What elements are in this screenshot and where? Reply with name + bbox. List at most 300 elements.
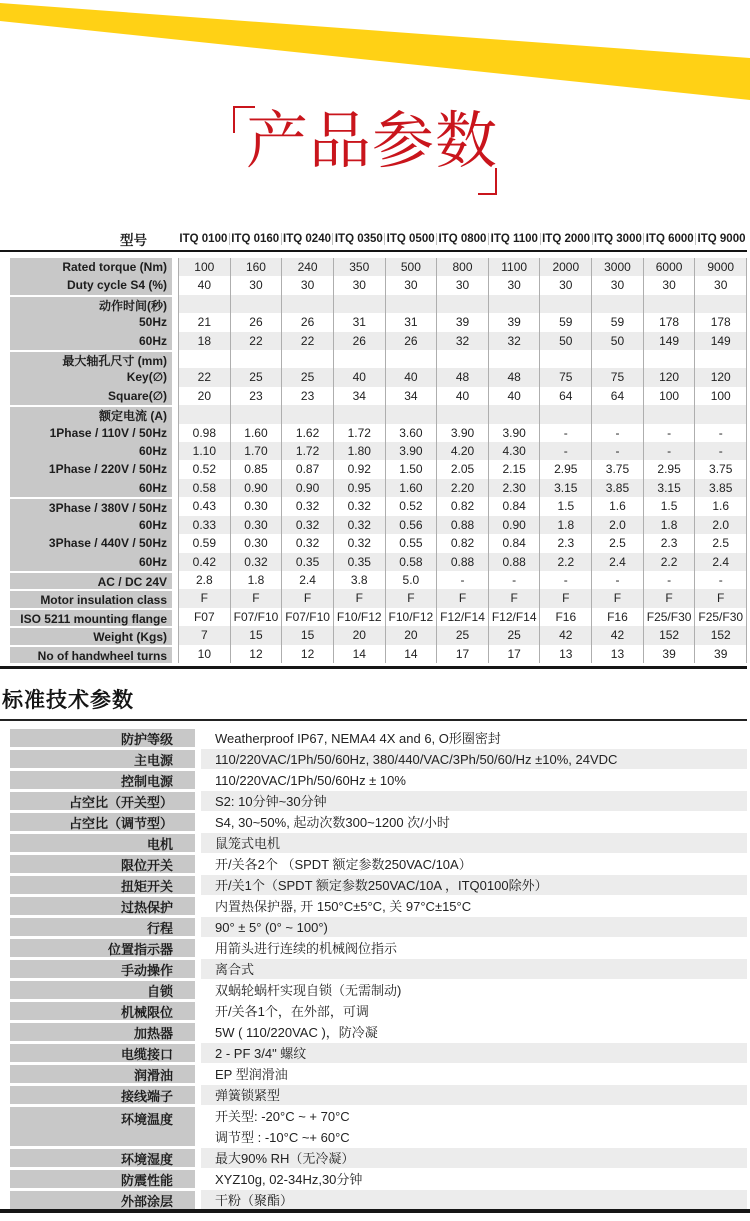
model-header-cell: ITQ 0500 [384, 233, 436, 245]
model-header-cell: ITQ 3000 [592, 233, 644, 245]
spec-cell [436, 350, 488, 368]
spec-cell: 0.84 [488, 534, 540, 552]
spec-row [10, 295, 747, 313]
spec-cell: - [694, 442, 747, 460]
spec-cell: 30 [694, 276, 747, 294]
spec-cell [436, 295, 488, 313]
spec-cell: 30 [333, 276, 385, 294]
spec-row [10, 460, 747, 478]
spec-cell: 0.32 [333, 534, 385, 552]
spec-cell: 0.82 [436, 497, 488, 515]
model-header-row [10, 228, 747, 249]
tech-row-value: 110/220VAC/1Ph/50/60Hz, 380/440/VAC/3Ph/50/60/Hz ±10%, 24VDC [201, 748, 747, 769]
tech-row [10, 1147, 747, 1168]
spec-cell: 64 [539, 387, 591, 405]
spec-cell: F [230, 589, 282, 607]
spec-cell: 22 [230, 332, 282, 350]
model-header-label: 型号 [120, 232, 147, 248]
spec-cell: 30 [488, 276, 540, 294]
spec-cell: 39 [694, 645, 747, 663]
spec-cell: 0.30 [230, 516, 282, 534]
model-header-cell: ITQ 0800 [436, 233, 488, 245]
spec-row [10, 479, 747, 497]
spec-cell: F [539, 589, 591, 607]
spec-cell [643, 405, 695, 423]
spec-cell: 0.32 [230, 553, 282, 571]
spec-cell: 9000 [694, 258, 747, 276]
spec-cell: 59 [591, 313, 643, 331]
spec-cell: 120 [643, 368, 695, 386]
spec-cell: 1100 [488, 258, 540, 276]
tech-row-value: 双蜗轮蜗杆实现自锁（无需制动) [201, 979, 747, 1000]
tech-row [10, 1000, 747, 1021]
spec-cell: - [643, 442, 695, 460]
spec-cell [694, 350, 747, 368]
spec-cell: F [333, 589, 385, 607]
tech-row-value: 5W ( 110/220VAC )，防冷凝 [201, 1021, 747, 1042]
tech-row [10, 832, 747, 853]
spec-cell: 12 [281, 645, 333, 663]
spec-cell: 2.4 [694, 553, 747, 571]
spec-cell: 1.72 [333, 424, 385, 442]
spec-row [10, 571, 747, 589]
spec-cell: 0.55 [385, 534, 437, 552]
model-header-cell: ITQ 0160 [229, 233, 281, 245]
tech-table [10, 727, 747, 1210]
spec-cell: 2.5 [591, 534, 643, 552]
spec-row-label: ISO 5211 mounting flange [10, 608, 172, 626]
spec-cell: 14 [333, 645, 385, 663]
spec-cell: 0.90 [488, 516, 540, 534]
spec-cell [385, 350, 437, 368]
spec-row [10, 276, 747, 294]
spec-cell: - [694, 424, 747, 442]
spec-cell: 0.85 [230, 460, 282, 478]
spec-cell: 152 [643, 626, 695, 644]
spec-row-label: 60Hz [10, 442, 172, 460]
spec-row [10, 645, 747, 663]
title-bracket-bottom-right [478, 168, 497, 195]
spec-cell: 2.2 [539, 553, 591, 571]
spec-cell: 1.8 [230, 571, 282, 589]
spec-cell: 31 [333, 313, 385, 331]
spec-cell: - [591, 442, 643, 460]
spec-cell: 1.10 [178, 442, 230, 460]
spec-cell: - [694, 571, 747, 589]
spec-cell: 3.15 [539, 479, 591, 497]
spec-cell: 39 [488, 313, 540, 331]
spec-cell: 2.4 [591, 553, 643, 571]
page-title: 产品参数 [246, 107, 499, 176]
tech-row [10, 790, 747, 811]
spec-cell: 0.35 [281, 553, 333, 571]
spec-cell: 22 [178, 368, 230, 386]
spec-cell: 2.4 [281, 571, 333, 589]
spec-cell: 2000 [539, 258, 591, 276]
spec-cell: 1.5 [643, 497, 695, 515]
spec-cell: 13 [591, 645, 643, 663]
tech-row [10, 874, 747, 895]
spec-cell: 2.0 [591, 516, 643, 534]
spec-cell: 34 [333, 387, 385, 405]
spec-cell: 59 [539, 313, 591, 331]
spec-cell: 500 [385, 258, 437, 276]
spec-cell: 40 [178, 276, 230, 294]
tech-row-value: 开/关1个（SPDT 额定参数250VAC/10A ，ITQ0100除外） [201, 874, 747, 895]
tech-value-line: 调节型 : -10°C ~+ 60°C [215, 1130, 350, 1145]
spec-cell: - [643, 424, 695, 442]
spec-cell: 39 [436, 313, 488, 331]
section-title-rule [0, 719, 747, 721]
section-title: 标准技术参数 [2, 689, 134, 712]
spec-row-label: 动作时间(秒) [10, 295, 172, 313]
tech-row-value: 2 - PF 3/4" 螺纹 [201, 1042, 747, 1063]
tech-row-label: 限位开关 [10, 853, 195, 874]
spec-cell [178, 405, 230, 423]
spec-row-label: 60Hz [10, 553, 172, 571]
spec-cell: 0.32 [281, 516, 333, 534]
spec-table-bottom-rule [0, 666, 747, 669]
spec-cell: F [281, 589, 333, 607]
spec-cell [539, 405, 591, 423]
spec-cell: 350 [333, 258, 385, 276]
tech-row-label: 自锁 [10, 979, 195, 1000]
spec-cell: 100 [178, 258, 230, 276]
spec-row-label: 3Phase / 440V / 50Hz [10, 534, 172, 552]
spec-cell [643, 295, 695, 313]
tech-row [10, 1021, 747, 1042]
tech-row [10, 1189, 747, 1210]
spec-cell [178, 350, 230, 368]
spec-cell: 10 [178, 645, 230, 663]
spec-cell: 1.70 [230, 442, 282, 460]
spec-cell: F16 [591, 608, 643, 626]
spec-cell: 40 [436, 387, 488, 405]
spec-cell: 15 [281, 626, 333, 644]
spec-row-label: AC / DC 24V [10, 571, 172, 589]
spec-cell: 14 [385, 645, 437, 663]
spec-cell: 42 [591, 626, 643, 644]
spec-cell: 0.32 [333, 516, 385, 534]
tech-row-label: 主电源 [10, 748, 195, 769]
spec-cell: 120 [694, 368, 747, 386]
spec-cell: 240 [281, 258, 333, 276]
tech-row-value: 用箭头进行连续的机械阀位指示 [201, 937, 747, 958]
spec-cell: 2.95 [643, 460, 695, 478]
spec-cell: 26 [281, 313, 333, 331]
spec-cell: 0.84 [488, 497, 540, 515]
spec-cell [436, 405, 488, 423]
spec-cell: 0.90 [230, 479, 282, 497]
spec-cell: 1.8 [643, 516, 695, 534]
spec-cell: 2.3 [643, 534, 695, 552]
spec-row-label: 1Phase / 110V / 50Hz [10, 424, 172, 442]
tech-row [10, 895, 747, 916]
spec-cell: 40 [333, 368, 385, 386]
spec-cell: 20 [333, 626, 385, 644]
spec-cell: 25 [436, 626, 488, 644]
spec-cell: 3.90 [436, 424, 488, 442]
spec-cell: 6000 [643, 258, 695, 276]
spec-cell: 30 [643, 276, 695, 294]
tech-row [10, 853, 747, 874]
spec-cell: 20 [178, 387, 230, 405]
spec-cell [333, 295, 385, 313]
spec-cell: F [178, 589, 230, 607]
yellow-ribbon [0, 0, 750, 110]
spec-cell [488, 350, 540, 368]
spec-cell: F10/F12 [333, 608, 385, 626]
spec-cell: 3.60 [385, 424, 437, 442]
spec-cell [539, 295, 591, 313]
tech-row-value: 离合式 [201, 958, 747, 979]
spec-row [10, 553, 747, 571]
spec-cell [591, 405, 643, 423]
tech-row-value: 内置热保护器, 开 150°C±5°C, 关 97°C±15°C [201, 895, 747, 916]
spec-cell: F16 [539, 608, 591, 626]
spec-row-label: 最大轴孔尺寸 (mm) [10, 350, 172, 368]
spec-cell: 2.0 [694, 516, 747, 534]
spec-cell: 1.62 [281, 424, 333, 442]
spec-cell: - [591, 424, 643, 442]
spec-cell: 25 [230, 368, 282, 386]
spec-cell: 0.30 [230, 534, 282, 552]
spec-cell: 0.42 [178, 553, 230, 571]
spec-table [10, 258, 747, 663]
spec-cell: 32 [488, 332, 540, 350]
tech-row-value: 干粉（聚酯） [201, 1189, 747, 1210]
spec-cell [694, 295, 747, 313]
spec-cell: - [539, 442, 591, 460]
tech-row-value: 弹簧锁紧型 [201, 1084, 747, 1105]
tech-row-value: 开/关各2个 （SPDT 额定参数250VAC/10A） [201, 853, 747, 874]
model-header-cell: ITQ 9000 [695, 233, 747, 245]
tech-row-label: 占空比（调节型） [10, 811, 195, 832]
spec-cell: 26 [230, 313, 282, 331]
spec-cell: 1.50 [385, 460, 437, 478]
spec-row-label: 50Hz [10, 313, 172, 331]
spec-cell: 3.15 [643, 479, 695, 497]
tech-row-value: 110/220VAC/1Ph/50/60Hz ± 10% [201, 769, 747, 790]
spec-cell: 1.80 [333, 442, 385, 460]
spec-cell: 1.8 [539, 516, 591, 534]
spec-cell: 48 [488, 368, 540, 386]
spec-cell: 3.75 [694, 460, 747, 478]
spec-cell: 178 [694, 313, 747, 331]
spec-cell: 149 [694, 332, 747, 350]
spec-cell: F25/F30 [694, 608, 747, 626]
spec-cell: 0.90 [281, 479, 333, 497]
spec-cell: F12/F14 [488, 608, 540, 626]
spec-cell: 0.95 [333, 479, 385, 497]
tech-row-value: S2: 10分钟~30分钟 [201, 790, 747, 811]
spec-cell: 1.60 [230, 424, 282, 442]
spec-cell: 1.6 [694, 497, 747, 515]
spec-cell [591, 350, 643, 368]
spec-row-label: No of handwheel turns [10, 645, 172, 663]
spec-cell: 0.52 [385, 497, 437, 515]
spec-cell: F07/F10 [230, 608, 282, 626]
tech-row-label: 加热器 [10, 1021, 195, 1042]
spec-row-label: Square(∅) [10, 387, 172, 405]
spec-cell: 34 [385, 387, 437, 405]
spec-cell [333, 405, 385, 423]
spec-cell: 0.30 [230, 497, 282, 515]
spec-row [10, 534, 747, 552]
spec-cell: 3.85 [694, 479, 747, 497]
spec-row [10, 608, 747, 626]
spec-cell: - [436, 571, 488, 589]
spec-cell: - [539, 424, 591, 442]
spec-cell [281, 405, 333, 423]
spec-cell: F [436, 589, 488, 607]
spec-row [10, 405, 747, 423]
spec-cell [694, 405, 747, 423]
spec-cell: 152 [694, 626, 747, 644]
spec-row-label: 60Hz [10, 479, 172, 497]
spec-cell: 2.95 [539, 460, 591, 478]
spec-cell: F [694, 589, 747, 607]
spec-cell: 75 [591, 368, 643, 386]
spec-cell: 20 [385, 626, 437, 644]
tech-row [10, 979, 747, 1000]
spec-cell: 3.85 [591, 479, 643, 497]
spec-row [10, 313, 747, 331]
page-bottom-rule [0, 1209, 750, 1213]
tech-row-label: 接线端子 [10, 1084, 195, 1105]
spec-cell: 48 [436, 368, 488, 386]
spec-cell: 2.30 [488, 479, 540, 497]
tech-row [10, 937, 747, 958]
spec-row [10, 332, 747, 350]
tech-row-value: 鼠笼式电机 [201, 832, 747, 853]
tech-row-value: Weatherproof IP67, NEMA4 4X and 6, O形圈密封 [201, 727, 747, 748]
spec-row-label: 60Hz [10, 516, 172, 534]
spec-cell: F [488, 589, 540, 607]
spec-cell: 3.90 [385, 442, 437, 460]
spec-cell: F25/F30 [643, 608, 695, 626]
spec-cell: 4.20 [436, 442, 488, 460]
spec-cell: 0.87 [281, 460, 333, 478]
spec-cell: 42 [539, 626, 591, 644]
model-header-cell: ITQ 0240 [281, 233, 333, 245]
spec-row [10, 424, 747, 442]
spec-cell: 0.32 [281, 497, 333, 515]
tech-row [10, 727, 747, 748]
spec-cell: 40 [385, 368, 437, 386]
spec-cell [230, 295, 282, 313]
spec-cell: 30 [281, 276, 333, 294]
tech-row-label: 电机 [10, 832, 195, 853]
spec-cell: 5.0 [385, 571, 437, 589]
spec-cell: 15 [230, 626, 282, 644]
spec-cell: 2.8 [178, 571, 230, 589]
spec-cell [230, 350, 282, 368]
spec-cell: 100 [694, 387, 747, 405]
tech-row-value: S4, 30~50%, 起动次数300~1200 次/小时 [201, 811, 747, 832]
spec-cell: F [591, 589, 643, 607]
spec-cell: 21 [178, 313, 230, 331]
spec-cell: 1.72 [281, 442, 333, 460]
spec-cell: F07/F10 [281, 608, 333, 626]
spec-cell: 0.98 [178, 424, 230, 442]
tech-row-label: 电缆接口 [10, 1042, 195, 1063]
tech-row-label: 位置指示器 [10, 937, 195, 958]
spec-cell: 7 [178, 626, 230, 644]
tech-row-value: XYZ10g, 02-34Hz,30分钟 [201, 1168, 747, 1189]
model-header-cell: ITQ 2000 [540, 233, 592, 245]
spec-row-label: 1Phase / 220V / 50Hz [10, 460, 172, 478]
tech-row-label: 过热保护 [10, 895, 195, 916]
spec-cell: 17 [488, 645, 540, 663]
spec-cell: 800 [436, 258, 488, 276]
spec-cell: 3.75 [591, 460, 643, 478]
spec-cell: 1.5 [539, 497, 591, 515]
spec-cell [178, 295, 230, 313]
tech-row [10, 1168, 747, 1189]
spec-cell: F [385, 589, 437, 607]
tech-row-label: 环境温度 [10, 1105, 195, 1147]
tech-row-value: EP 型润滑油 [201, 1063, 747, 1084]
spec-cell: 13 [539, 645, 591, 663]
tech-row-label: 环境湿度 [10, 1147, 195, 1168]
spec-row-label: Rated torque (Nm) [10, 258, 172, 276]
spec-cell: 2.2 [643, 553, 695, 571]
spec-cell: 3000 [591, 258, 643, 276]
spec-cell: 2.20 [436, 479, 488, 497]
spec-cell: 0.88 [488, 553, 540, 571]
spec-cell: - [643, 571, 695, 589]
spec-cell: 75 [539, 368, 591, 386]
tech-row [10, 1042, 747, 1063]
tech-row-label: 手动操作 [10, 958, 195, 979]
spec-cell: F10/F12 [385, 608, 437, 626]
model-header-cell: ITQ 0350 [332, 233, 384, 245]
spec-cell [281, 350, 333, 368]
spec-cell: - [591, 571, 643, 589]
tech-row-label: 控制电源 [10, 769, 195, 790]
spec-cell: 30 [591, 276, 643, 294]
spec-cell: 0.32 [333, 497, 385, 515]
spec-cell: 2.15 [488, 460, 540, 478]
spec-cell: 12 [230, 645, 282, 663]
spec-cell: 0.35 [333, 553, 385, 571]
tech-row-value: 90° ± 5° (0° ~ 100°) [201, 916, 747, 937]
spec-cell: 1.60 [385, 479, 437, 497]
spec-row [10, 626, 747, 644]
model-header-cell: ITQ 6000 [643, 233, 695, 245]
spec-cell: 18 [178, 332, 230, 350]
spec-cell [385, 405, 437, 423]
tech-row-label: 占空比（开关型） [10, 790, 195, 811]
spec-cell: 30 [385, 276, 437, 294]
spec-row-label: Weight (Kgs) [10, 626, 172, 644]
spec-cell: 0.33 [178, 516, 230, 534]
spec-cell: 149 [643, 332, 695, 350]
spec-cell: 26 [385, 332, 437, 350]
tech-row-label: 防震性能 [10, 1168, 195, 1189]
spec-cell: 22 [281, 332, 333, 350]
tech-row [10, 1084, 747, 1105]
spec-cell: 3.90 [488, 424, 540, 442]
spec-cell: 40 [488, 387, 540, 405]
spec-cell [591, 295, 643, 313]
tech-row-label: 外部涂层 [10, 1189, 195, 1210]
spec-cell: 0.88 [436, 516, 488, 534]
spec-cell [230, 405, 282, 423]
spec-row-label: Key(∅) [10, 368, 172, 386]
spec-row-label: 3Phase / 380V / 50Hz [10, 497, 172, 515]
